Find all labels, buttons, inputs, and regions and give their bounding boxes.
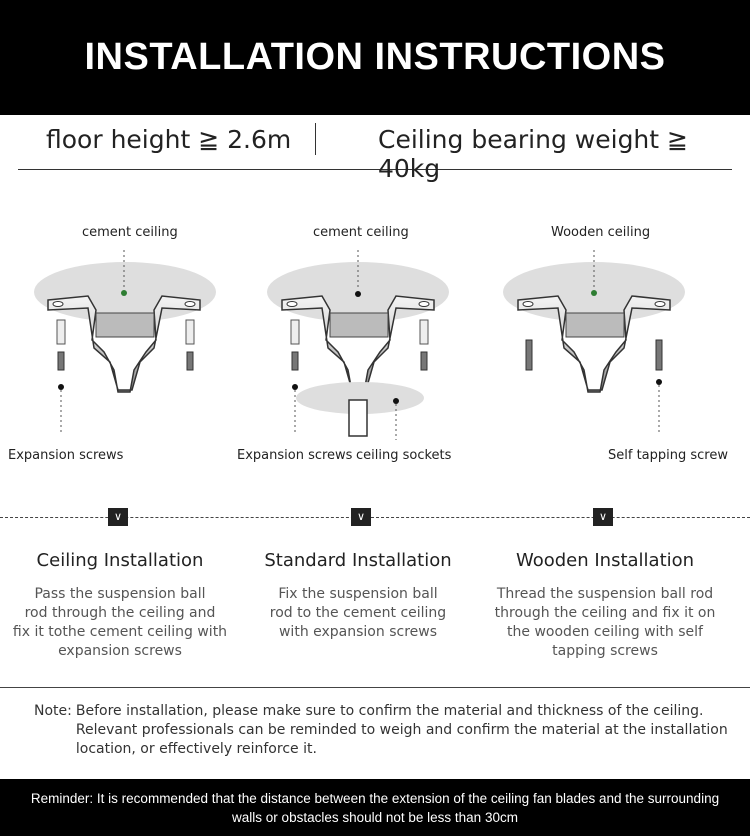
ceiling-weight-spec: Ceiling bearing weight ≧ 40kg	[378, 125, 688, 183]
installation-note	[34, 702, 734, 759]
diagram-2-ceiling-label: cement ceiling	[313, 225, 409, 240]
chevron-down-icon: ∨	[108, 508, 128, 526]
reminder-line-1: Reminder: It is recommended that the distance between the extension of the ceiling fan blades and the surrounding	[30, 791, 720, 806]
step-title: Standard Installation	[264, 550, 452, 571]
expansion-anchor	[420, 320, 428, 344]
expansion-anchor	[186, 320, 194, 344]
reminder-line-2: walls or obstacles should not be less than 30cm	[232, 810, 518, 825]
diagram-2-screw-label: Expansion screws	[237, 448, 353, 463]
standard-installation-diagram	[267, 250, 449, 440]
screw-pointer-dot	[656, 379, 662, 385]
bracket-face	[96, 313, 154, 337]
step-title: Wooden Installation	[515, 550, 695, 571]
screw-pointer-dot	[58, 384, 64, 390]
note-divider	[0, 687, 750, 688]
socket-pointer-dot	[393, 398, 399, 404]
page-title: INSTALLATION INSTRUCTIONS	[84, 36, 666, 78]
step-ceiling-installation	[0, 550, 240, 661]
step-wooden-installation	[485, 550, 725, 661]
diagram-1-ceiling-label: cement ceiling	[82, 225, 178, 240]
bracket-face	[330, 313, 388, 337]
spec-divider	[315, 123, 316, 155]
reminder-banner	[0, 779, 750, 836]
center-dot	[591, 290, 597, 296]
diagram-3-ceiling-label: Wooden ceiling	[551, 225, 651, 240]
screw-hole	[419, 302, 429, 307]
screw	[292, 352, 298, 370]
bracket-face	[566, 313, 624, 337]
diagram-2-socket-label: ceiling sockets	[356, 448, 452, 463]
self-tapping-screw	[526, 340, 532, 370]
screw-hole	[655, 302, 665, 307]
suspension-rod	[349, 400, 367, 436]
step-description: Fix the suspension ball rod to the cement ceiling with expansion screws	[269, 586, 447, 640]
step-title: Ceiling Installation	[36, 550, 204, 571]
screw	[421, 352, 427, 370]
step-description: Thread the suspension ball rod through the ceiling and fix it on the wooden ceiling with self tapping screws	[494, 586, 716, 659]
note-text: Before installation, please make sure to confirm the material and thickness of the ceiling. Relevant professionals can be reminded to weigh and confirm the material at the installation location, or effectively reinforce it.	[75, 703, 728, 757]
center-dot	[121, 290, 127, 296]
screw-pointer-dot	[292, 384, 298, 390]
screw	[58, 352, 64, 370]
step-standard-installation	[238, 550, 478, 642]
screw-hole	[185, 302, 195, 307]
center-dot	[355, 291, 361, 297]
screw-hole	[287, 302, 297, 307]
note-label: Note:	[34, 703, 72, 719]
screw	[187, 352, 193, 370]
screw-hole	[53, 302, 63, 307]
chevron-down-icon: ∨	[593, 508, 613, 526]
screw-hole	[523, 302, 533, 307]
step-description: Pass the suspension ball rod through the ceiling and fix it tothe cement ceiling with expansion screws	[12, 586, 228, 659]
requirements-bar	[18, 115, 732, 183]
self-tapping-screw	[656, 340, 662, 370]
header-banner	[0, 0, 750, 115]
diagram-1-screw-label: Expansion screws	[8, 448, 124, 463]
diagram-3-screw-label: Self tapping screw	[608, 448, 728, 463]
ceiling-installation-diagram	[34, 250, 216, 435]
expansion-anchor	[291, 320, 299, 344]
wooden-installation-diagram	[503, 250, 685, 435]
installation-diagrams	[0, 170, 750, 510]
chevron-down-icon: ∨	[351, 508, 371, 526]
expansion-anchor	[57, 320, 65, 344]
floor-height-spec: floor height ≧ 2.6m	[46, 125, 292, 154]
